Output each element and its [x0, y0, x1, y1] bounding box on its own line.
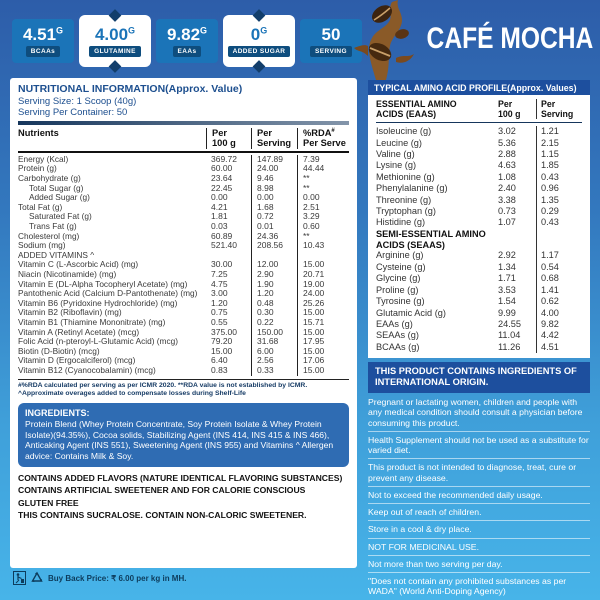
nutrient-name: Vitamin B6 (Pyridoxine Hydrochloride) (mg)	[18, 297, 178, 308]
nutrient-per-100g: 0.83	[211, 364, 228, 375]
nutrient-rda: 19.00	[297, 280, 349, 290]
amino-name: Phenylalanine (g)	[376, 183, 448, 194]
amino-per-100g: 3.53	[498, 284, 516, 295]
nutrient-per-serving: 147.89	[251, 155, 297, 165]
nutrient-rda: 10.43	[297, 241, 349, 251]
nutrient-per-serving: 0.33	[251, 366, 297, 376]
badge-label: GLUTAMINE	[89, 46, 141, 57]
badge-value: $0^G$	[250, 24, 268, 44]
badge-value: $4.51^G$	[22, 24, 64, 44]
amino-per-100g: 2.92	[498, 250, 516, 261]
nutrient-per-100g: 0.00	[211, 192, 228, 203]
table-row	[376, 149, 582, 160]
nutrient-per-100g: 15.00	[211, 345, 233, 356]
amino-per-100g: 1.07	[498, 217, 516, 228]
claim-line: CONTAINS ARTIFICIAL SWEETENER AND FOR CALORIE CONSCIOUS	[18, 485, 306, 496]
list-item: Keep out of reach of children.	[368, 504, 590, 521]
amino-per-serving: 9.82	[536, 319, 582, 330]
badge-label: BCAAs	[26, 46, 60, 57]
amino-name: Proline (g)	[376, 284, 419, 295]
nutrient-per-100g: 6.40	[211, 355, 228, 366]
nutrient-per-100g: 79.20	[211, 336, 233, 347]
amino-per-100g: 4.63	[498, 160, 516, 171]
col-amino-per-100g: Per 100 g	[498, 99, 521, 120]
nutrition-badges-row	[12, 14, 362, 68]
nutrient-name: Protein (g)	[18, 163, 57, 174]
ingredients-text: Protein Blend (Whey Protein Concentrate, Soy Protein Isolate & Whey Protein Isolate)(94.35%), Cocoa solids, Stabilizing Agent (INS 414, INS 415 & INS 466), Anticaking Agent (INS 551), Sweetening Agent (INS 955) and Vitamins ^ Allergen advice: Contains Milk & Soy.	[25, 418, 334, 461]
list-item: "Does not contain any prohibited substances as per WADA" (World Anti-Doping Agency)	[368, 576, 567, 597]
product-name: CAFÉ MOCHA	[426, 22, 594, 55]
amino-per-serving: 0.96	[536, 183, 582, 194]
nutrient-per-100g: 60.89	[211, 230, 233, 241]
nutrient-per-100g: 60.00	[211, 163, 233, 174]
nutrient-name: Energy (Kcal)	[18, 153, 69, 164]
amino-per-serving: 0.54	[536, 262, 582, 273]
nutrient-per-100g: 0.75	[211, 307, 228, 318]
list-item: Pregnant or lactating women, children and people with any medical condition should consult a physician before consuming this product.	[368, 394, 590, 432]
nutrient-name: Vitamin E (DL-Alpha Tocopheryl Acetate) (mg)	[18, 278, 188, 289]
nutrient-per-serving: 1.90	[251, 280, 297, 290]
nutrient-per-serving: 0.48	[251, 299, 297, 309]
nutrient-name: Niacin (Nicotinamide) (mg)	[18, 268, 117, 279]
nutrient-rda: 15.71	[297, 318, 349, 328]
nutrient-name: Trans Fat (g)	[29, 221, 77, 232]
nutrient-per-serving: 150.00	[251, 328, 297, 338]
badge-label: EAAs	[173, 46, 202, 57]
claim-line: THIS CONTAINS SUCRALOSE. CONTAIN NON-CALORIC SWEETENER.	[18, 509, 307, 520]
amino-per-serving: 0.43	[536, 172, 582, 183]
amino-per-100g: 11.04	[498, 330, 521, 341]
nutrient-rda: **	[297, 174, 349, 184]
amino-per-serving	[536, 229, 582, 251]
amino-per-serving: 0.62	[536, 296, 582, 307]
nutrient-rda: 17.95	[297, 337, 349, 347]
nutrition-panel	[10, 78, 357, 568]
nutrient-rda: 25.26	[297, 299, 349, 309]
amino-name: Cysteine (g)	[376, 261, 426, 272]
col-amino-per-serving: Per Serving	[536, 99, 582, 119]
amino-table-header	[376, 99, 582, 123]
col-per-serving: Per Serving	[251, 128, 297, 149]
nutrient-per-serving: 31.68	[251, 337, 297, 347]
amino-per-100g: 0.73	[498, 206, 516, 217]
nutrient-per-serving: 9.46	[251, 174, 297, 184]
table-row	[376, 217, 582, 228]
amino-per-100g: 2.88	[498, 149, 516, 160]
nutrition-badge	[223, 15, 295, 67]
amino-name: Glycine (g)	[376, 273, 421, 284]
table-row	[376, 250, 582, 261]
amino-name: Glutamic Acid (g)	[376, 307, 446, 318]
amino-name: SEMI-ESSENTIAL AMINO ACIDS (SEAAS)	[376, 228, 486, 250]
nutrient-name: Vitamin A (Retinyl Acetate) (mcg)	[18, 326, 140, 337]
nutrient-rda: 15.00	[297, 328, 349, 338]
amino-name: Histidine (g)	[376, 217, 426, 228]
nutrient-per-serving: 0.72	[251, 212, 297, 222]
nutrient-name: Sodium (mg)	[18, 240, 66, 251]
list-item: Store in a cool & dry place.	[368, 521, 590, 538]
nutrient-per-100g: 369.72	[211, 153, 237, 164]
table-row	[376, 273, 582, 284]
nutrient-per-serving: 24.00	[251, 164, 297, 174]
nutrient-rda: 15.00	[297, 260, 349, 270]
nutrient-per-serving: 1.20	[251, 289, 297, 299]
nutrient-name: Vitamin B1 (Thiamine Mononitrate) (mg)	[18, 316, 166, 327]
recycle-icon	[30, 571, 44, 585]
claim-line: CONTAINS ADDED FLAVORS (NATURE IDENTICAL FLAVORING SUBSTANCES)	[18, 472, 343, 483]
amino-per-serving: 1.41	[536, 285, 582, 296]
nutrient-per-serving: 208.56	[251, 241, 297, 251]
amino-per-serving: 0.68	[536, 273, 582, 284]
serving-per-container: Serving Per Container: 50	[18, 106, 128, 118]
amino-per-serving: 1.21	[536, 126, 582, 137]
table-row	[376, 172, 582, 183]
nutrient-per-serving: 0.01	[251, 222, 297, 232]
badge-value: $9.82^G$	[166, 24, 208, 44]
nutrition-title: NUTRITIONAL INFORMATION(Approx. Value)	[18, 83, 243, 95]
nutrient-name: Vitamin D (Ergocalciferol) (mcg)	[18, 355, 136, 366]
nutrient-rda: **	[297, 232, 349, 242]
amino-per-serving: 1.15	[536, 149, 582, 160]
nutrition-badge	[12, 19, 74, 63]
nutrient-per-100g: 0.03	[211, 221, 228, 232]
table-row	[376, 296, 582, 307]
list-item: Not more than two serving per day.	[368, 556, 590, 573]
amino-per-100g: 3.02	[498, 126, 516, 137]
nutrient-rda: 0.00	[297, 193, 349, 203]
tidyman-icon	[13, 571, 26, 585]
amino-profile-title: TYPICAL AMINO ACID PROFILE(Approx. Values)	[368, 80, 590, 96]
footnote-rda: #%RDA calculated per serving as per ICMR 2020. **RDA value is not established by ICMR.	[18, 381, 308, 389]
nutrient-rda: 7.39	[297, 155, 349, 165]
table-row	[18, 155, 349, 165]
nutrient-name: ADDED VITAMINS ^	[18, 249, 95, 260]
table-row	[376, 206, 582, 217]
buyback-label: Buy Back Price: ₹ 6.00 per kg in MH.	[48, 573, 187, 583]
col-nutrients: Nutrients	[18, 127, 59, 138]
nutrient-per-serving: 0.22	[251, 318, 297, 328]
amino-per-serving: 4.51	[536, 342, 582, 353]
table-row	[376, 229, 582, 251]
amino-name: Methionine (g)	[376, 171, 435, 182]
nutrient-per-100g: 1.81	[211, 211, 228, 222]
amino-per-100g: 1.08	[498, 171, 516, 182]
table-row	[18, 366, 349, 376]
amino-per-100g	[494, 229, 536, 251]
table-row	[18, 232, 349, 242]
nutrient-per-serving: 1.68	[251, 203, 297, 213]
ingredients-box	[18, 403, 349, 466]
nutrient-per-serving: 2.56	[251, 356, 297, 366]
amino-name: Lysine (g)	[376, 160, 416, 171]
badge-value: $4.00^G$	[94, 24, 136, 44]
nutrient-rda: 3.29	[297, 212, 349, 222]
amino-per-serving: 1.35	[536, 195, 582, 206]
amino-per-100g: 3.38	[498, 194, 516, 205]
amino-name: Arginine (g)	[376, 250, 424, 261]
table-row	[376, 262, 582, 273]
amino-name: Tryptophan (g)	[376, 206, 436, 217]
list-item: Not to exceed the recommended daily usage.	[368, 487, 590, 504]
amino-name: BCAAs (g)	[376, 341, 420, 352]
nutrient-per-100g: 521.40	[211, 240, 237, 251]
col-rda: %RDA# Per Serve	[297, 128, 349, 149]
nutrient-name: Vitamin C (L-Ascorbic Acid) (mg)	[18, 259, 139, 270]
nutrient-per-100g: 4.21	[211, 201, 228, 212]
table-row	[376, 342, 582, 353]
amino-per-100g: 1.71	[498, 273, 516, 284]
nutrient-per-100g: 22.45	[211, 182, 233, 193]
nutrient-per-serving: 6.00	[251, 347, 297, 357]
amino-per-serving: 0.43	[536, 217, 582, 228]
table-row	[18, 193, 349, 203]
nutrition-table	[18, 155, 349, 376]
nutrient-rda: 2.51	[297, 203, 349, 213]
nutrient-per-serving: 12.00	[251, 260, 297, 270]
coffee-splash-image	[346, 0, 424, 80]
amino-per-100g: 9.99	[498, 307, 516, 318]
nutrient-per-100g: 0.55	[211, 316, 228, 327]
nutrition-table-header	[18, 128, 349, 153]
nutrition-badge	[79, 15, 151, 67]
footnotes	[18, 379, 349, 400]
badge-label: ADDED SUGAR	[228, 46, 291, 57]
amino-profile-panel	[368, 95, 590, 358]
amino-per-100g: 1.34	[498, 261, 516, 272]
table-row	[376, 126, 582, 137]
nutrient-name: Cholesterol (mg)	[18, 230, 80, 241]
amino-name: Isoleucine (g)	[376, 126, 432, 137]
nutrient-per-serving: 24.36	[251, 232, 297, 242]
table-row	[376, 160, 582, 171]
nutrient-per-100g: 7.25	[211, 268, 228, 279]
amino-per-serving: 1.85	[536, 160, 582, 171]
list-item: This product is not intended to diagnose, treat, cure or prevent any disease.	[368, 459, 590, 487]
amino-name: Valine (g)	[376, 149, 415, 160]
badge-value: 50	[321, 24, 341, 44]
amino-name: Threonine (g)	[376, 194, 432, 205]
table-row	[376, 138, 582, 149]
table-row	[376, 308, 582, 319]
ingredients-title: INGREDIENTS:	[25, 408, 90, 419]
nutrient-per-serving: 0.30	[251, 308, 297, 318]
nutrient-per-serving: 8.98	[251, 184, 297, 194]
nutrient-rda: 15.00	[297, 366, 349, 376]
nutrient-name: Saturated Fat (g)	[29, 211, 92, 222]
warning-statements	[368, 394, 590, 600]
nutrient-rda: 17.06	[297, 356, 349, 366]
nutrient-rda: 15.00	[297, 308, 349, 318]
amino-name: Leucine (g)	[376, 137, 422, 148]
amino-name: Tyrosine (g)	[376, 296, 425, 307]
amino-table	[376, 126, 582, 353]
table-row	[376, 330, 582, 341]
nutrient-per-serving: 0.00	[251, 193, 297, 203]
list-item: Health Supplement should not be used as a substitute for varied diet.	[368, 432, 590, 460]
amino-per-serving: 0.29	[536, 206, 582, 217]
nutrient-per-100g: 4.75	[211, 278, 228, 289]
nutrient-rda: 24.00	[297, 289, 349, 299]
nutrient-per-100g: 23.64	[211, 173, 233, 184]
claims-list	[18, 472, 349, 522]
table-row	[376, 319, 582, 330]
nutrient-rda: 20.71	[297, 270, 349, 280]
nutrition-badge	[156, 19, 218, 63]
nutrient-per-serving: 2.90	[251, 270, 297, 280]
table-row	[376, 285, 582, 296]
serving-size: Serving Size: 1 Scoop (40g)	[18, 95, 137, 107]
divider-band	[18, 121, 349, 125]
amino-per-100g: 2.40	[498, 183, 516, 194]
nutrient-per-100g: 3.00	[211, 288, 228, 299]
nutrient-per-100g: 1.20	[211, 297, 228, 308]
nutrient-name: Folic Acid (n-pteroyl-L-Glutamic Acid) (mcg)	[18, 336, 178, 347]
list-item: NOT FOR MEDICINAL USE.	[368, 539, 590, 556]
table-row	[376, 195, 582, 206]
amino-per-serving: 4.00	[536, 308, 582, 319]
amino-name: SEAAs (g)	[376, 330, 419, 341]
footnote-overages: ^Approximate overages added to compensate losses during Shelf-Life	[18, 390, 246, 398]
amino-per-100g: 11.26	[498, 341, 521, 352]
amino-per-100g: 24.55	[498, 318, 521, 329]
nutrient-name: Total Fat (g)	[18, 201, 63, 212]
international-origin-banner: THIS PRODUCT CONTAINS INGREDIENTS OF INTERNATIONAL ORIGIN.	[368, 362, 590, 393]
nutrient-name: Pantothenic Acid (Calcium D-Pantothenate) (mg)	[18, 288, 198, 299]
nutrient-rda: 44.44	[297, 164, 349, 174]
nutrient-name: Vitamin B12 (Cyanocobalamin) (mcg)	[18, 364, 156, 375]
nutrient-rda: 15.00	[297, 347, 349, 357]
amino-per-100g: 5.36	[498, 137, 516, 148]
col-per-100g: Per 100 g	[206, 128, 251, 149]
nutrient-name: Total Sugar (g)	[29, 182, 84, 193]
nutrient-name: Added Sugar (g)	[29, 192, 90, 203]
amino-per-serving: 2.15	[536, 138, 582, 149]
nutrient-rda: **	[297, 184, 349, 194]
claim-line: GLUTEN FREE	[18, 497, 79, 508]
nutrient-name: Carbohydrate (g)	[18, 173, 81, 184]
nutrient-per-100g: 30.00	[211, 259, 233, 270]
amino-per-100g: 1.54	[498, 296, 516, 307]
nutrient-name: Vitamin B2 (Riboflavin) (mg)	[18, 307, 122, 318]
table-row	[376, 183, 582, 194]
badge-label: SERVING	[310, 46, 352, 57]
nutrient-per-100g: 375.00	[211, 326, 237, 337]
amino-per-serving: 1.17	[536, 250, 582, 261]
amino-name: EAAs (g)	[376, 318, 413, 329]
col-eaas: ESSENTIAL AMINO ACIDS (EAAS)	[376, 99, 457, 120]
nutrient-name: Biotin (D-Biotin) (mcg)	[18, 345, 100, 356]
buyback-row	[13, 571, 186, 585]
nutrient-rda: 0.60	[297, 222, 349, 232]
amino-per-serving: 4.42	[536, 330, 582, 341]
